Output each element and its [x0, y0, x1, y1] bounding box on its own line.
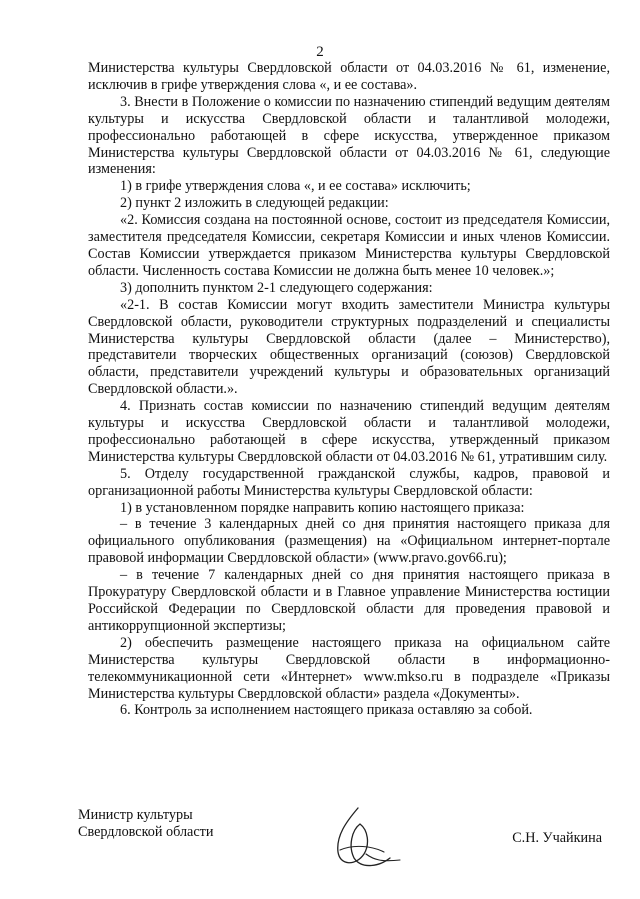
paragraph-item-4: 4. Признать состав комиссии по назначению стипендий ведущим деятелям культуры и искусства Свердловской области и талантливой молодежи, профессионально работающей в сфере искусства, утвержденный приказом Министерства культуры Свердловской области от 04.03.2016 № 61, утратившим силу. — [88, 398, 610, 465]
paragraph-sub-5-1: 1) в установленном порядке направить копию настоящего приказа: — [120, 499, 525, 516]
paragraph-dash-7-days: – в течение 7 календарных дней со дня принятия настоящего приказа в Прокуратуру Свердловской области и в Главное управление Министерства юстиции Российской Федерации по Свердловской области для проведения правовой и антикоррупционной экспертизы; — [88, 567, 610, 634]
paragraph-quote-2-1: «2-1. В состав Комиссии могут входить заместители Министра культуры Свердловской области, руководители структурных подразделений и специалисты Министерства культуры Свердловской области (далее – Министерство), представители творческих общественных организаций (союзов) Свердловской области, представители учреждений культуры и образовательных организаций Свердловской области.». — [88, 296, 610, 398]
paragraph-quote-2: «2. Комиссия создана на постоянной основе, состоит из председателя Комиссии, заместителя председателя Комиссии, секретаря Комиссии и иных членов Комиссии. Состав Комиссии утверждается приказом Министерства культуры Свердловской области. Численность состава Комиссии не должна быть менее 10 человек.»; — [88, 212, 610, 279]
signature-icon — [318, 800, 408, 880]
paragraph-sub-1: 1) в грифе утверждения слова «, и ее состава» исключить; — [120, 178, 471, 195]
paragraph-sub-5-2: 2) обеспечить размещение настоящего приказа на официальном сайте Министерства культуры Свердловской области в информационно-телекоммуникационной сети «Интернет» www.mkso.ru в подразделе «Приказы Министерства культуры Свердловской области» раздела «Документы». — [88, 634, 610, 702]
paragraph-item-5: 5. Отделу государственной гражданской службы, кадров, правовой и организационной работы Министерства культуры Свердловской области: — [88, 465, 610, 499]
signer-position — [78, 807, 213, 841]
page-number: 2 — [316, 44, 324, 60]
paragraph-sub-3: 3) дополнить пунктом 2-1 следующего содержания: — [120, 279, 433, 296]
document-body — [88, 60, 610, 719]
paragraph-sub-2: 2) пункт 2 изложить в следующей редакции: — [120, 195, 389, 212]
paragraph-continuation: Министерства культуры Свердловской области от 04.03.2016 № 61, изменение, исключив в грифе утверждения слова «, и ее состава». — [88, 60, 610, 93]
paragraph-item-6: 6. Контроль за исполнением настоящего приказа оставляю за собой. — [120, 702, 533, 719]
paragraph-dash-3-days: – в течение 3 календарных дней со дня принятия настоящего приказа для официального опубликования (размещения) на «Официальном интернет-портале правовой информации Свердловской области» (www.pravo.gov66.ru); — [88, 516, 610, 567]
paragraph-item-3: 3. Внести в Положение о комиссии по назначению стипендий ведущим деятелям культуры и искусства Свердловской области и талантливой молодежи, профессионально работающей в сфере искусства, утвержденное приказом Министерства культуры Свердловской области от 04.03.2016 № 61, следующие изменения: — [88, 93, 610, 178]
signer-name: С.Н. Учайкина — [512, 830, 602, 846]
signer-position-line-2: Свердловской области — [78, 824, 214, 840]
signer-position-line-1: Министр культуры — [78, 807, 193, 823]
